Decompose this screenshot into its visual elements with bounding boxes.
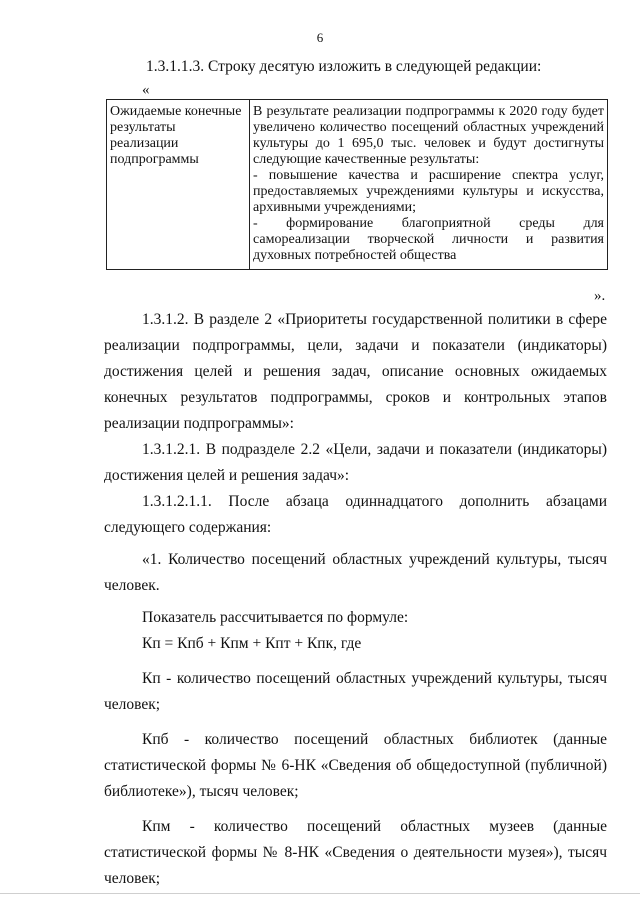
table-content-cell bbox=[250, 100, 608, 270]
document-body bbox=[104, 307, 607, 892]
paragraph-formula: Кп = Кпб + Кпм + Кпт + Кпк, где bbox=[142, 635, 362, 652]
paragraph-section-13121: 1.3.1.2. В разделе 2 «Приоритеты государственной политики в сфере реализации подпрограммы, цели, задачи и показатели (индикаторы) достижения целей и решения задач, описание основных ожидаемых конечных результатов подпрограммы, сроков и контрольных этапов реализации подпрограммы»: bbox=[104, 311, 607, 432]
paragraph-formula-intro: Показатель рассчитывается по формуле: bbox=[142, 609, 409, 626]
table-row bbox=[107, 100, 608, 270]
amendment-table bbox=[106, 99, 608, 270]
paragraph-indicator-1: «1. Количество посещений областных учреждений культуры, тысяч человек. bbox=[104, 551, 607, 594]
table-label-cell: Ожидаемые конечные результаты реализации подпрограммы bbox=[107, 100, 250, 270]
table-content-line: - повышение качества и расширение спектра услуг, предоставляемых учреждениями культуры и искусства, архивными учреждениями; bbox=[253, 168, 604, 215]
paragraph-definition-kp: Кп - количество посещений областных учреждений культуры, тысяч человек; bbox=[104, 670, 607, 713]
page-number: 6 bbox=[316, 30, 324, 45]
paragraph-subsection-131211: 1.3.1.2.1. В подразделе 2.2 «Цели, задачи и показатели (индикаторы) достижения целей и решения задач»: bbox=[104, 441, 607, 484]
paragraph-subsection-1312111: 1.3.1.2.1.1. После абзаца одиннадцатого дополнить абзацами следующего содержания: bbox=[104, 493, 607, 536]
quote-close-mark: ». bbox=[594, 288, 606, 304]
table-content-line: В результате реализации подпрограммы к 2020 году будет увеличено количество посещений областных учреждений культуры до 1 695,0 тыс. человек и будут достигнуты следующие качественные результаты: bbox=[253, 104, 604, 167]
paragraph-definition-kpm: Кпм - количество посещений областных музеев (данные статистической формы № 8-НК «Сведения о деятельности музея»), тысяч человек; bbox=[104, 818, 607, 887]
page-bottom-edge bbox=[0, 893, 640, 894]
quote-open-mark: « bbox=[142, 82, 150, 98]
paragraph-definition-kpb: Кпб - количество посещений областных библиотек (данные статистической формы № 6-НК «Сведения об общедоступной (публичной) библиотеке»), тысяч человек; bbox=[104, 731, 607, 800]
table-content-line: - формирование благоприятной среды для самореализации творческой личности и развития духовных потребностей общества bbox=[253, 216, 604, 263]
section-heading: 1.3.1.1.3. Строку десятую изложить в следующей редакции: bbox=[146, 58, 542, 75]
